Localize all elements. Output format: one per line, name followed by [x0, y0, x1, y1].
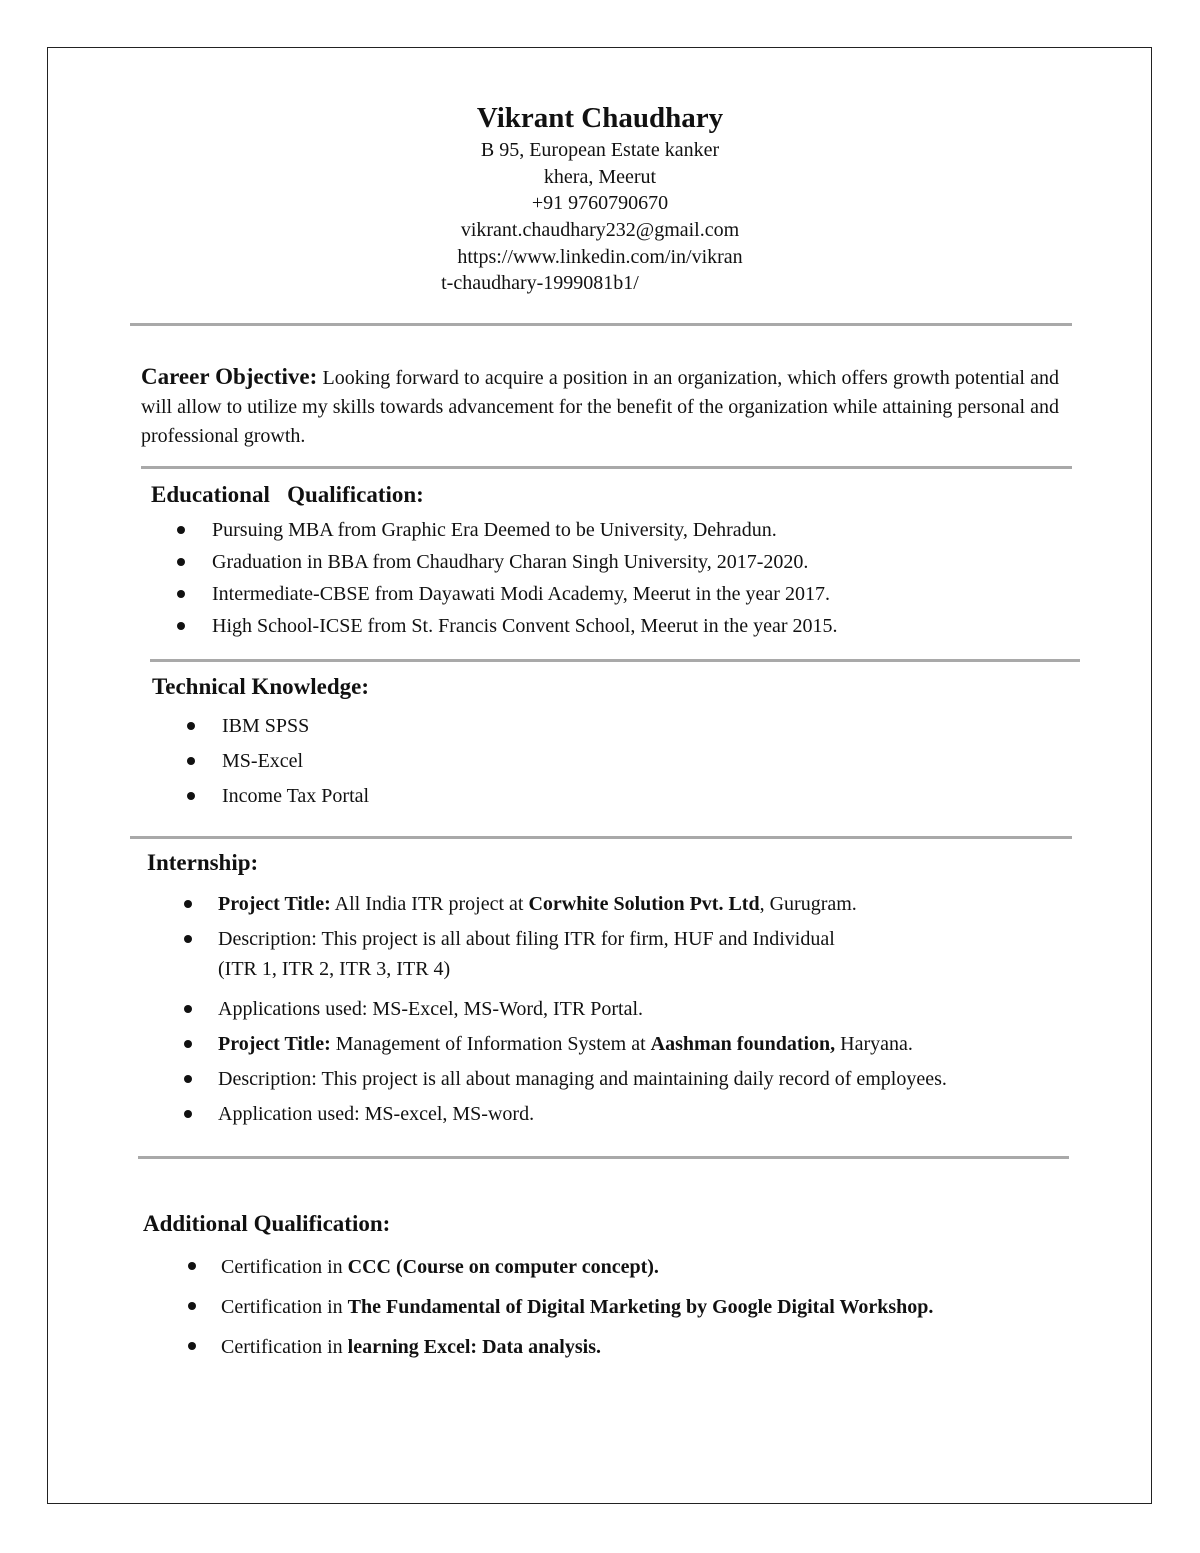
bullet-icon: [177, 590, 185, 598]
project-title-label: Project Title:: [218, 1033, 331, 1055]
education-list: [172, 514, 837, 642]
section-divider: [130, 323, 1072, 326]
bullet-icon: [177, 526, 185, 534]
career-objective-text: Looking forward to acquire a position in an organization, which offers growth potential and will allow to utilize my skills towards advancement for the benefit of the organization while attaining personal and professional growth.: [141, 367, 1060, 447]
list-item: [183, 709, 369, 744]
applications-used: Application used: MS-excel, MS-word.: [218, 1103, 535, 1125]
list-item: [180, 992, 947, 1027]
list-item: [180, 1027, 947, 1062]
list-item-text: Intermediate-CBSE from Dayawati Modi Academy, Meerut in the year 2017.: [212, 583, 830, 605]
project-title-text: All India ITR project at: [330, 893, 529, 915]
bullet-icon: [187, 757, 195, 765]
career-objective-label: Career Objective:: [141, 364, 318, 389]
project-title-label: Project Title:: [218, 893, 331, 915]
project-location: , Gurugram.: [759, 893, 857, 915]
bullet-icon: [184, 1110, 192, 1118]
linkedin-url-line-1: https://www.linkedin.com/in/vikran: [457, 246, 743, 268]
address-line-2: khera, Meerut: [543, 166, 657, 188]
list-item: [180, 1062, 947, 1097]
email-address: vikrant.chaudhary232@gmail.com: [460, 219, 740, 241]
internship-list: [180, 887, 947, 1132]
bullet-icon: [188, 1262, 196, 1270]
section-divider: [130, 836, 1072, 839]
list-item-continuation: [180, 957, 947, 992]
bullet-icon: [188, 1342, 196, 1350]
list-item: [172, 610, 837, 642]
certification-name: The Fundamental of Digital Marketing by Google Digital Workshop.: [347, 1296, 934, 1318]
list-item: [172, 578, 837, 610]
linkedin-url-line-2: t-chaudhary-1999081b1/: [441, 272, 639, 294]
education-heading: Educational Qualification:: [151, 482, 424, 507]
additional-heading: Additional Qualification:: [143, 1211, 391, 1236]
project-description: Description: This project is all about managing and maintaining daily record of employees.: [218, 1068, 947, 1090]
certification-name: CCC (Course on computer concept).: [347, 1256, 659, 1278]
company-name: Aashman foundation,: [650, 1033, 836, 1055]
career-objective: [141, 362, 1059, 451]
bullet-icon: [184, 900, 192, 908]
list-item-text: High School-ICSE from St. Francis Convent School, Meerut in the year 2015.: [212, 615, 838, 637]
company-name: Corwhite Solution Pvt. Ltd: [528, 893, 760, 915]
certification-prefix: Certification in: [221, 1256, 348, 1278]
project-description-continued: (ITR 1, ITR 2, ITR 3, ITR 4): [218, 958, 451, 980]
bullet-icon: [184, 1075, 192, 1083]
list-item: [172, 546, 837, 578]
list-item-text: Graduation in BBA from Chaudhary Charan Singh University, 2017-2020.: [212, 551, 809, 573]
list-item: [183, 744, 369, 779]
list-item-text: IBM SPSS: [222, 715, 310, 737]
list-item-text: Pursuing MBA from Graphic Era Deemed to be University, Dehradun.: [212, 519, 777, 541]
certification-prefix: Certification in: [221, 1296, 348, 1318]
list-item: [180, 922, 947, 957]
list-item: [180, 1097, 947, 1132]
bullet-icon: [184, 935, 192, 943]
section-divider: [150, 659, 1080, 662]
bullet-icon: [177, 622, 185, 630]
list-item-text: Income Tax Portal: [222, 785, 370, 807]
bullet-icon: [187, 722, 195, 730]
list-item: [184, 1327, 933, 1367]
internship-heading: Internship:: [147, 850, 259, 875]
project-location: Haryana.: [835, 1033, 913, 1055]
candidate-name: Vikrant Chaudhary: [476, 102, 724, 134]
certification-prefix: Certification in: [221, 1336, 348, 1358]
applications-used: Applications used: MS-Excel, MS-Word, ITR Portal.: [218, 998, 644, 1020]
technical-list: [183, 709, 369, 814]
address-line-1: B 95, European Estate kanker: [480, 139, 720, 161]
list-item-text: MS-Excel: [222, 750, 304, 772]
bullet-icon: [177, 558, 185, 566]
phone-number: +91 9760790670: [531, 192, 669, 214]
additional-list: [184, 1247, 933, 1367]
bullet-icon: [184, 1005, 192, 1013]
list-item: [183, 779, 369, 814]
section-divider: [138, 1156, 1069, 1159]
section-divider: [141, 466, 1072, 469]
project-title-text: Management of Information System at: [330, 1033, 651, 1055]
bullet-icon: [187, 792, 195, 800]
bullet-icon: [188, 1302, 196, 1310]
technical-heading: Technical Knowledge:: [152, 674, 370, 699]
bullet-icon: [184, 1040, 192, 1048]
list-item: [184, 1287, 933, 1327]
list-item: [172, 514, 837, 546]
certification-name: learning Excel: Data analysis.: [347, 1336, 601, 1358]
project-description: Description: This project is all about filing ITR for firm, HUF and Individual: [218, 928, 835, 950]
list-item: [180, 887, 947, 922]
list-item: [184, 1247, 933, 1287]
